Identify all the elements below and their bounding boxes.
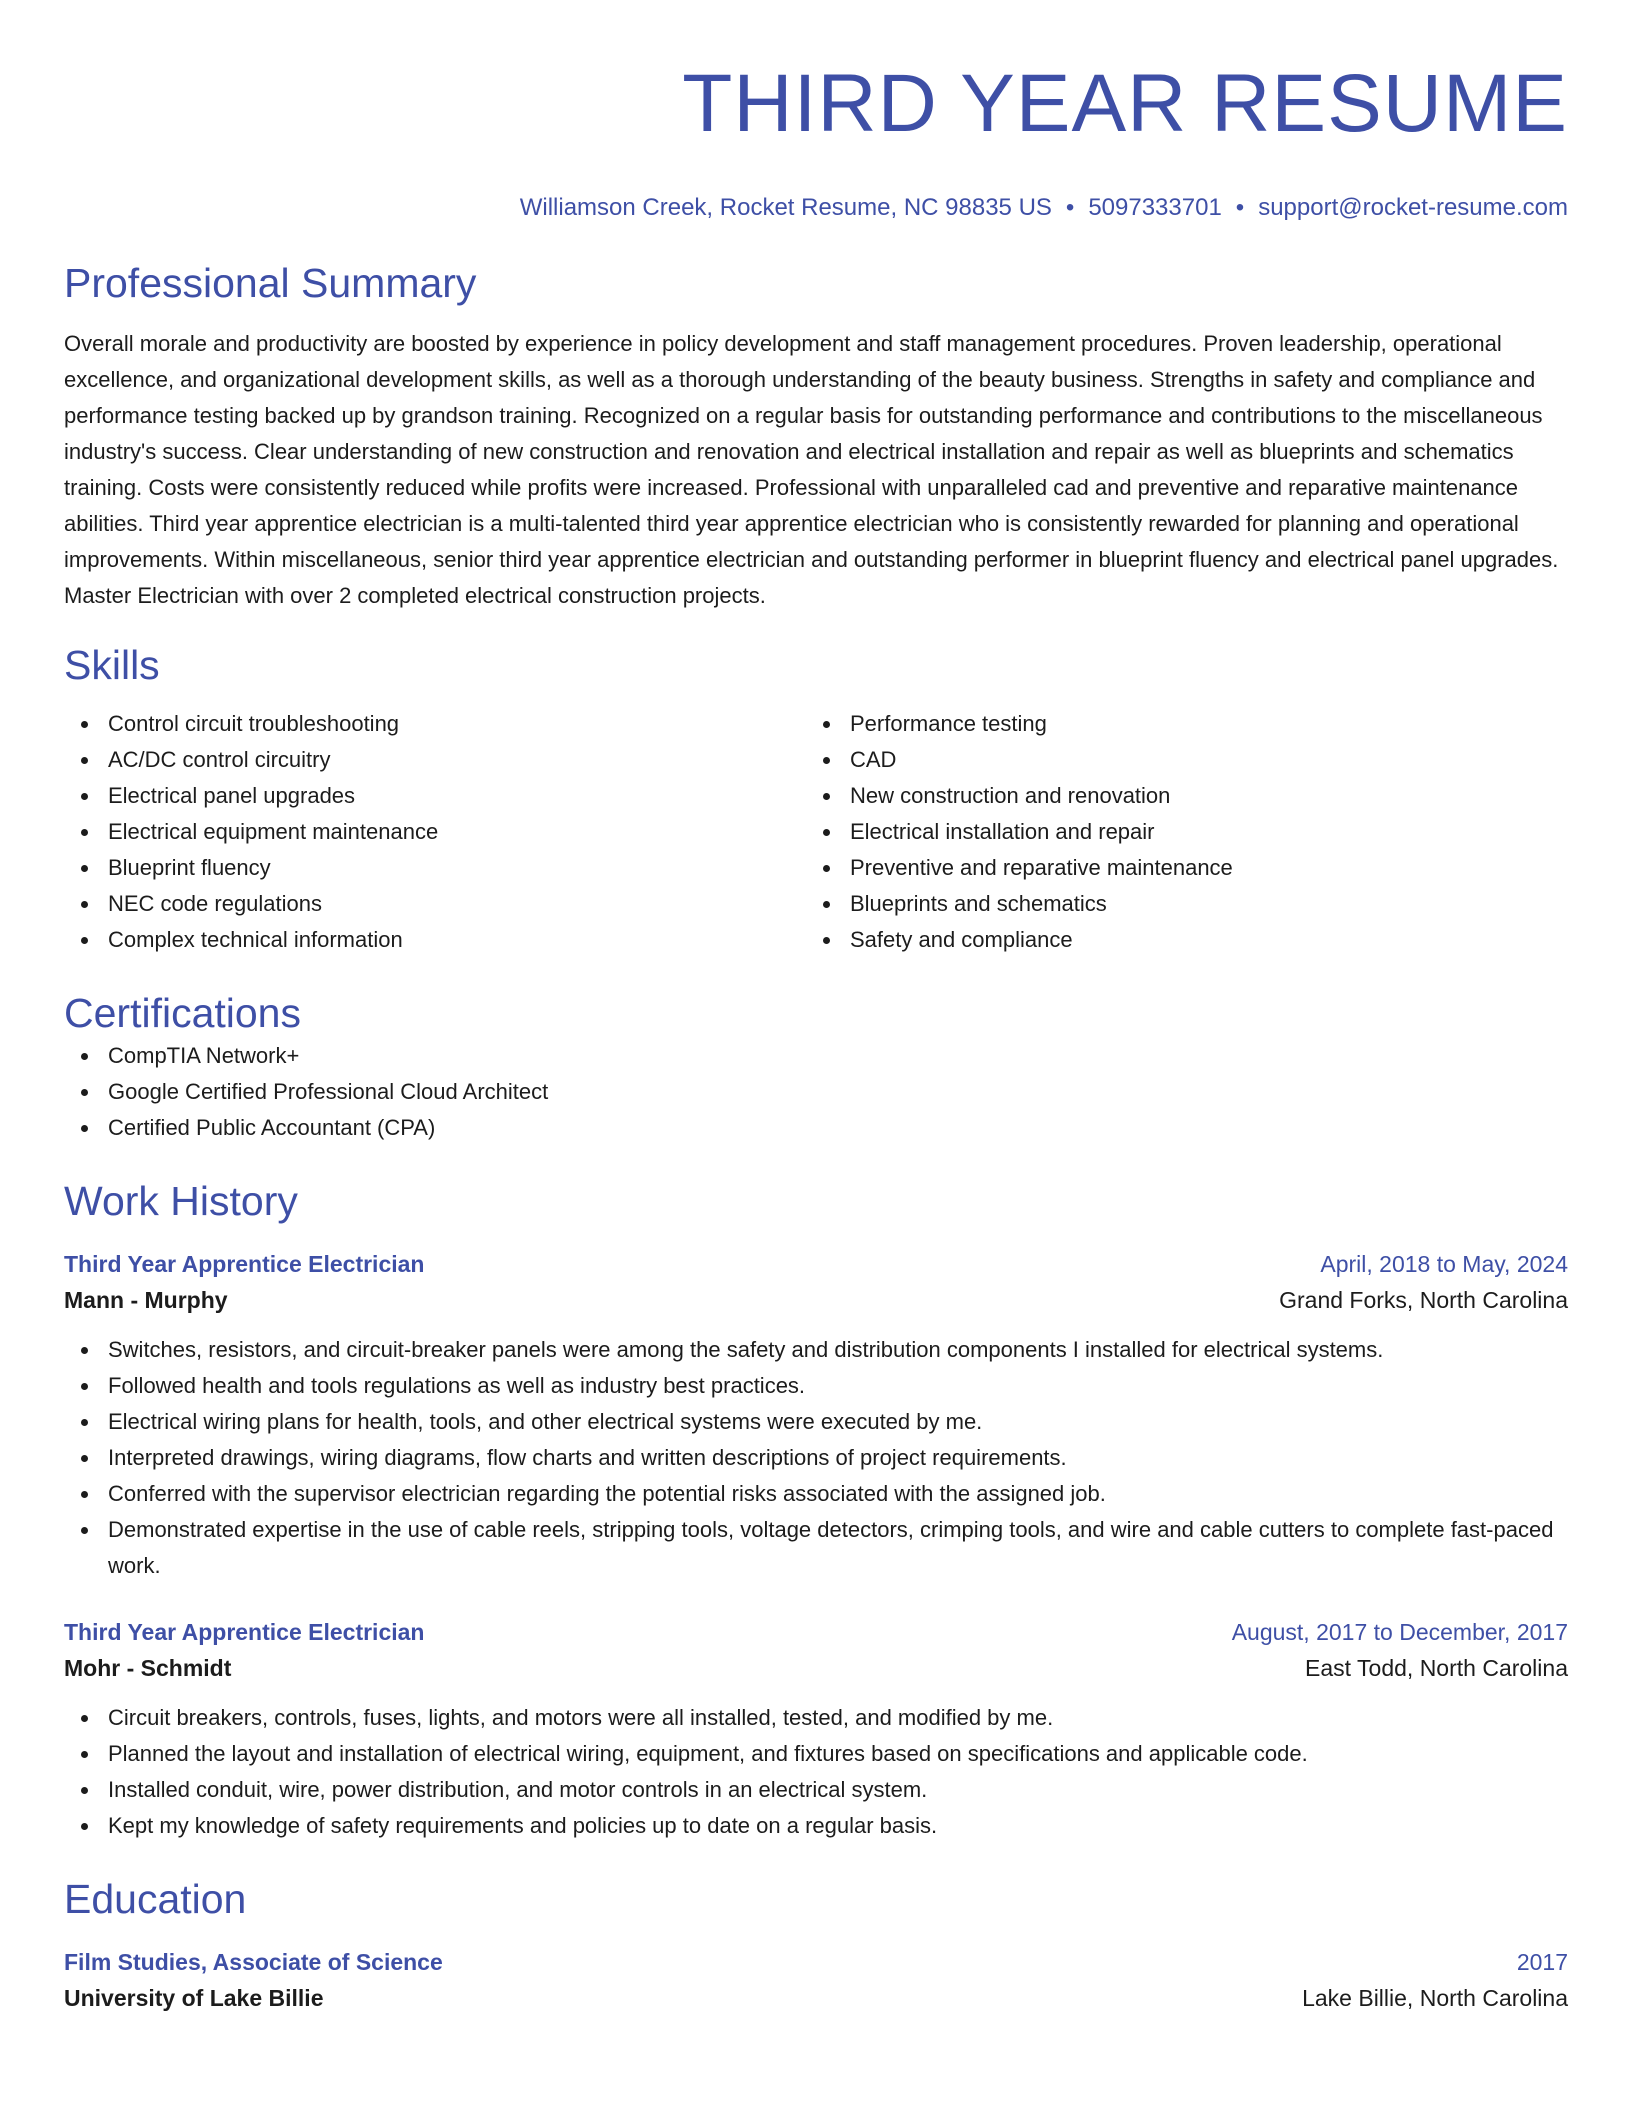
section-title-certifications: Certifications (64, 990, 301, 1036)
job-duties-list (64, 1700, 1568, 1844)
job-duty: Conferred with the supervisor electrician regarding the potential risks associated with the assigned job. (64, 1476, 1568, 1512)
education-year: 2017 (1516, 1949, 1568, 1975)
section-title-work-history: Work History (64, 1178, 298, 1224)
job-company-row (64, 1282, 1568, 1318)
skills-list-right (806, 706, 1568, 958)
education-entry (64, 1944, 1568, 2016)
job-company: Mann - Murphy (64, 1287, 228, 1313)
education-degree: Film Studies, Associate of Science (64, 1949, 443, 1975)
certification-item: Google Certified Professional Cloud Architect (64, 1074, 1568, 1110)
job-duty: Planned the layout and installation of electrical wiring, equipment, and fixtures based on specifications and applicable code. (64, 1736, 1568, 1772)
summary-text: Overall morale and productivity are boosted by experience in policy development and staff management procedures. Proven leadership, operational excellence, and organizational development skills, as well as a thorough understanding of the beauty business. Strengths in safety and compliance and performance testing backed up by grandson training. Recognized on a regular basis for outstanding performance and contributions to the miscellaneous industry's success. Clear understanding of new construction and renovation and electrical installation and repair as well as blueprints and schematics training. Costs were consistently reduced while profits were increased. Professional with unparalleled cad and preventive and reparative maintenance abilities. Third year apprentice electrician is a multi-talented third year apprentice electrician who is consistently rewarded for planning and operational improvements. Within miscellaneous, senior third year apprentice electrician and outstanding performer in blueprint fluency and electrical panel upgrades. Master Electrician with over 2 completed electrical construction projects. (64, 331, 1559, 608)
skill-item: Preventive and reparative maintenance (806, 850, 1568, 886)
job-duty: Followed health and tools regulations as well as industry best practices. (64, 1368, 1568, 1404)
skills-list-left (64, 706, 806, 958)
job-role: Third Year Apprentice Electrician (64, 1619, 425, 1645)
resume-header (64, 56, 1568, 224)
job-company: Mohr - Schmidt (64, 1655, 232, 1681)
section-title-summary: Professional Summary (64, 260, 477, 306)
certification-item: Certified Public Accountant (CPA) (64, 1110, 1568, 1146)
job-entry (64, 1246, 1568, 1584)
contact-address: Williamson Creek, Rocket Resume, NC 98835 US (519, 194, 1052, 221)
certification-item: CompTIA Network+ (64, 1038, 1568, 1074)
skill-item: Safety and compliance (806, 922, 1568, 958)
job-duty: Installed conduit, wire, power distribution, and motor controls in an electrical system. (64, 1772, 1568, 1808)
job-header-row (64, 1246, 1568, 1282)
contact-phone: 5097333701 (1088, 194, 1222, 221)
contact-line (64, 192, 1568, 224)
education-location: Lake Billie, North Carolina (1302, 1985, 1568, 2011)
education-school-row (64, 1980, 1568, 2016)
job-duty: Circuit breakers, controls, fuses, lights, and motors were all installed, tested, and modified by me. (64, 1700, 1568, 1736)
skill-item: Electrical panel upgrades (64, 778, 806, 814)
job-company-row (64, 1650, 1568, 1686)
job-duty: Electrical wiring plans for health, tools, and other electrical systems were executed by me. (64, 1404, 1568, 1440)
skill-item: Performance testing (806, 706, 1568, 742)
job-dates: April, 2018 to May, 2024 (1320, 1251, 1568, 1277)
job-duties-list (64, 1332, 1568, 1584)
skill-item: Complex technical information (64, 922, 806, 958)
skill-item: AC/DC control circuitry (64, 742, 806, 778)
job-location: East Todd, North Carolina (1305, 1655, 1568, 1681)
certifications-list (64, 1038, 1568, 1146)
skill-item: Electrical installation and repair (806, 814, 1568, 850)
skill-item: Electrical equipment maintenance (64, 814, 806, 850)
job-location: Grand Forks, North Carolina (1279, 1287, 1568, 1313)
contact-separator: • (1235, 194, 1245, 221)
job-duty: Switches, resistors, and circuit-breaker panels were among the safety and distribution components I installed for electrical systems. (64, 1332, 1568, 1368)
resume-name: THIRD YEAR RESUME (682, 58, 1568, 149)
job-dates: August, 2017 to December, 2017 (1231, 1619, 1568, 1645)
job-role: Third Year Apprentice Electrician (64, 1251, 425, 1277)
section-title-skills: Skills (64, 642, 160, 688)
section-title-education: Education (64, 1876, 247, 1922)
job-duty: Interpreted drawings, wiring diagrams, flow charts and written descriptions of project requirements. (64, 1440, 1568, 1476)
contact-email[interactable]: support@rocket-resume.com (1258, 194, 1568, 221)
job-duty: Demonstrated expertise in the use of cable reels, stripping tools, voltage detectors, crimping tools, and wire and cable cutters to complete fast-paced work. (64, 1512, 1568, 1584)
contact-separator: • (1065, 194, 1075, 221)
job-header-row (64, 1614, 1568, 1650)
skills-grid (64, 706, 1568, 958)
skill-item: Blueprints and schematics (806, 886, 1568, 922)
skill-item: CAD (806, 742, 1568, 778)
job-duty: Kept my knowledge of safety requirements and policies up to date on a regular basis. (64, 1808, 1568, 1844)
skill-item: New construction and renovation (806, 778, 1568, 814)
skill-item: Control circuit troubleshooting (64, 706, 806, 742)
education-header-row (64, 1944, 1568, 1980)
skill-item: NEC code regulations (64, 886, 806, 922)
skill-item: Blueprint fluency (64, 850, 806, 886)
education-school: University of Lake Billie (64, 1985, 324, 2011)
job-entry (64, 1614, 1568, 1844)
